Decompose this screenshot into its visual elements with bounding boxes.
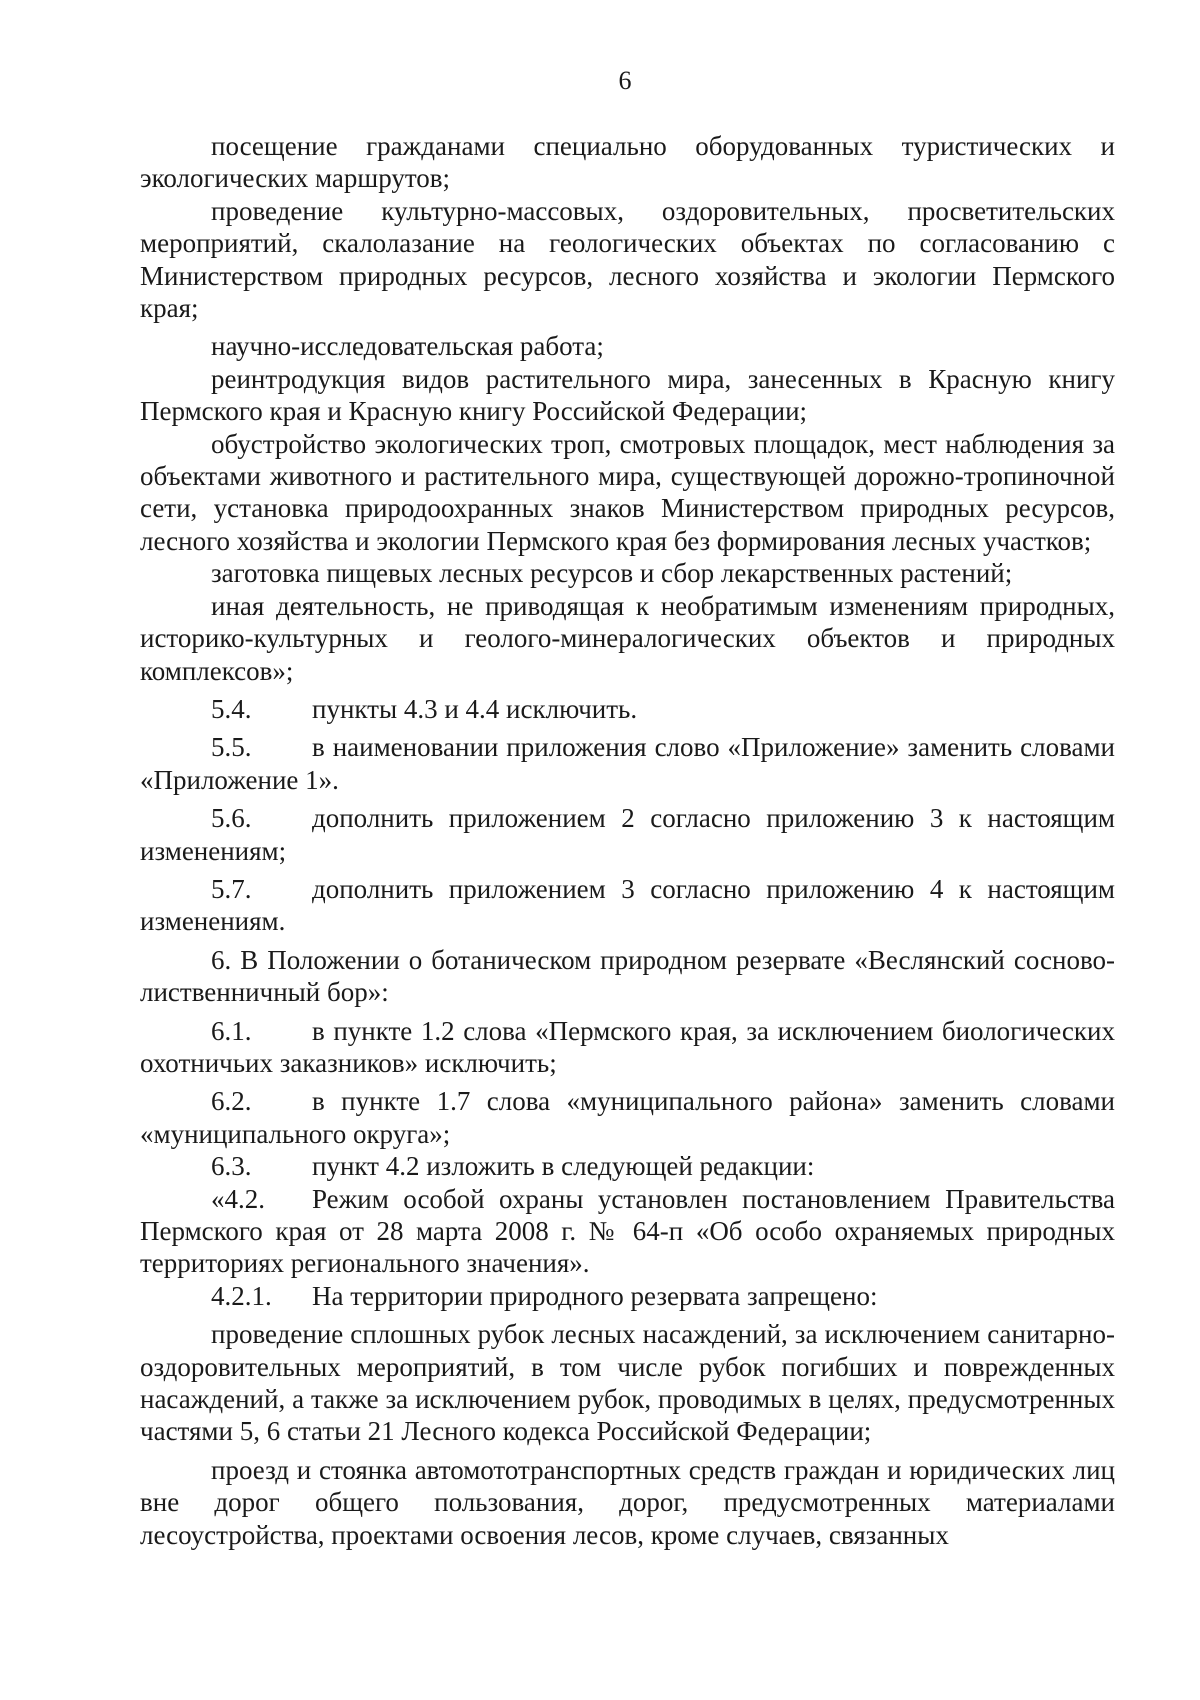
paragraph-research-work: научно-исследовательская работа; xyxy=(211,331,604,362)
document-body xyxy=(140,130,1115,1551)
clause-5-5: 5.5. в наименовании приложения слово «Приложение» заменить словами «Приложение 1». xyxy=(140,732,1115,795)
clause-5-7: 5.7. дополнить приложением 3 согласно приложению 4 к настоящим изменениям. xyxy=(140,873,1115,937)
paragraph-vehicle-travel: проезд и стоянка автомототранспортных средств граждан и юридических лиц вне дорог общего пользования, дорог, предусмотренных материалами лесоустройства, проектами освоения лесов, кроме случаев, связанных xyxy=(140,1454,1115,1550)
clause-6-2: 6.2. в пункте 1.7 слова «муниципального района» заменить словами «муниципального округа»; xyxy=(140,1086,1115,1149)
paragraph-clear-cutting: проведение сплошных рубок лесных насаждений, за исключением санитарно-оздоровительных мероприятий, в том числе рубок погибших и поврежденных насаждений, а также за исключением рубок, проводимых в целях, предусмотренных частями 5, 6 статьи 21 Лесного кодекса Российской Федерации; xyxy=(140,1319,1115,1447)
clause-4-2-1: 4.2.1. На территории природного резервата запрещено: xyxy=(211,1280,878,1311)
section-6-heading: 6. В Положении о ботаническом природном резервате «Веслянский сосново-лиственничный бор»: xyxy=(140,944,1115,1008)
paragraph-food-resources: заготовка пищевых лесных ресурсов и сбор лекарственных растений; xyxy=(211,558,1013,589)
paragraph-cultural-events: проведение культурно-массовых, оздоровительных, просветительских мероприятий, скалолазание на геологических объектах по согласованию с Министерством природных ресурсов, лесного хозяйства и экологии Пермского края; xyxy=(140,195,1115,324)
paragraph-other-activity: иная деятельность, не приводящая к необратимым изменениям природных, историко-культурных и геолого-минералогических объектов и природных комплексов»; xyxy=(140,590,1115,686)
clause-5-6: 5.6. дополнить приложением 2 согласно приложению 3 к настоящим изменениям; xyxy=(140,803,1115,866)
paragraph-eco-trails: обустройство экологических троп, смотровых площадок, мест наблюдения за объектами животного и растительного мира, существующей дорожно-тропиночной сети, установка природоохранных знаков Министерством природных ресурсов, лесного хозяйства и экологии Пермского края без формирования лесных участков; xyxy=(140,428,1115,556)
clause-number: 5.6. xyxy=(211,803,252,834)
clause-number: «4.2. xyxy=(211,1183,265,1214)
clause-number: 5.7. xyxy=(211,873,252,904)
clause-number: 6.1. xyxy=(211,1015,252,1046)
clause-5-4: 5.4. пункты 4.3 и 4.4 исключить. xyxy=(211,693,638,724)
clause-number: 6.3. xyxy=(211,1151,252,1182)
paragraph-reintroduction: реинтродукция видов растительного мира, занесенных в Красную книгу Пермского края и Красную книгу Российской Федерации; xyxy=(140,363,1115,427)
clause-number: 4.2.1. xyxy=(211,1280,272,1311)
clause-number: 5.5. xyxy=(211,732,252,763)
page-number: 6 xyxy=(618,66,632,95)
clause-6-1: 6.1. в пункте 1.2 слова «Пермского края, за исключением биологических охотничьих заказников» исключить; xyxy=(140,1015,1115,1078)
clause-6-3: 6.3. пункт 4.2 изложить в следующей редакции: xyxy=(211,1151,815,1182)
paragraph-visiting-routes: посещение гражданами специально оборудованных туристических и экологических маршрутов; xyxy=(140,131,1115,194)
clause-number: 5.4. xyxy=(211,693,252,724)
clause-number: 6.2. xyxy=(211,1086,252,1117)
clause-4-2: «4.2. Режим особой охраны установлен постановлением Правительства Пермского края от 28 марта 2008 г. № 64-п «Об особо охраняемых природных территориях регионального значения». xyxy=(140,1183,1115,1279)
